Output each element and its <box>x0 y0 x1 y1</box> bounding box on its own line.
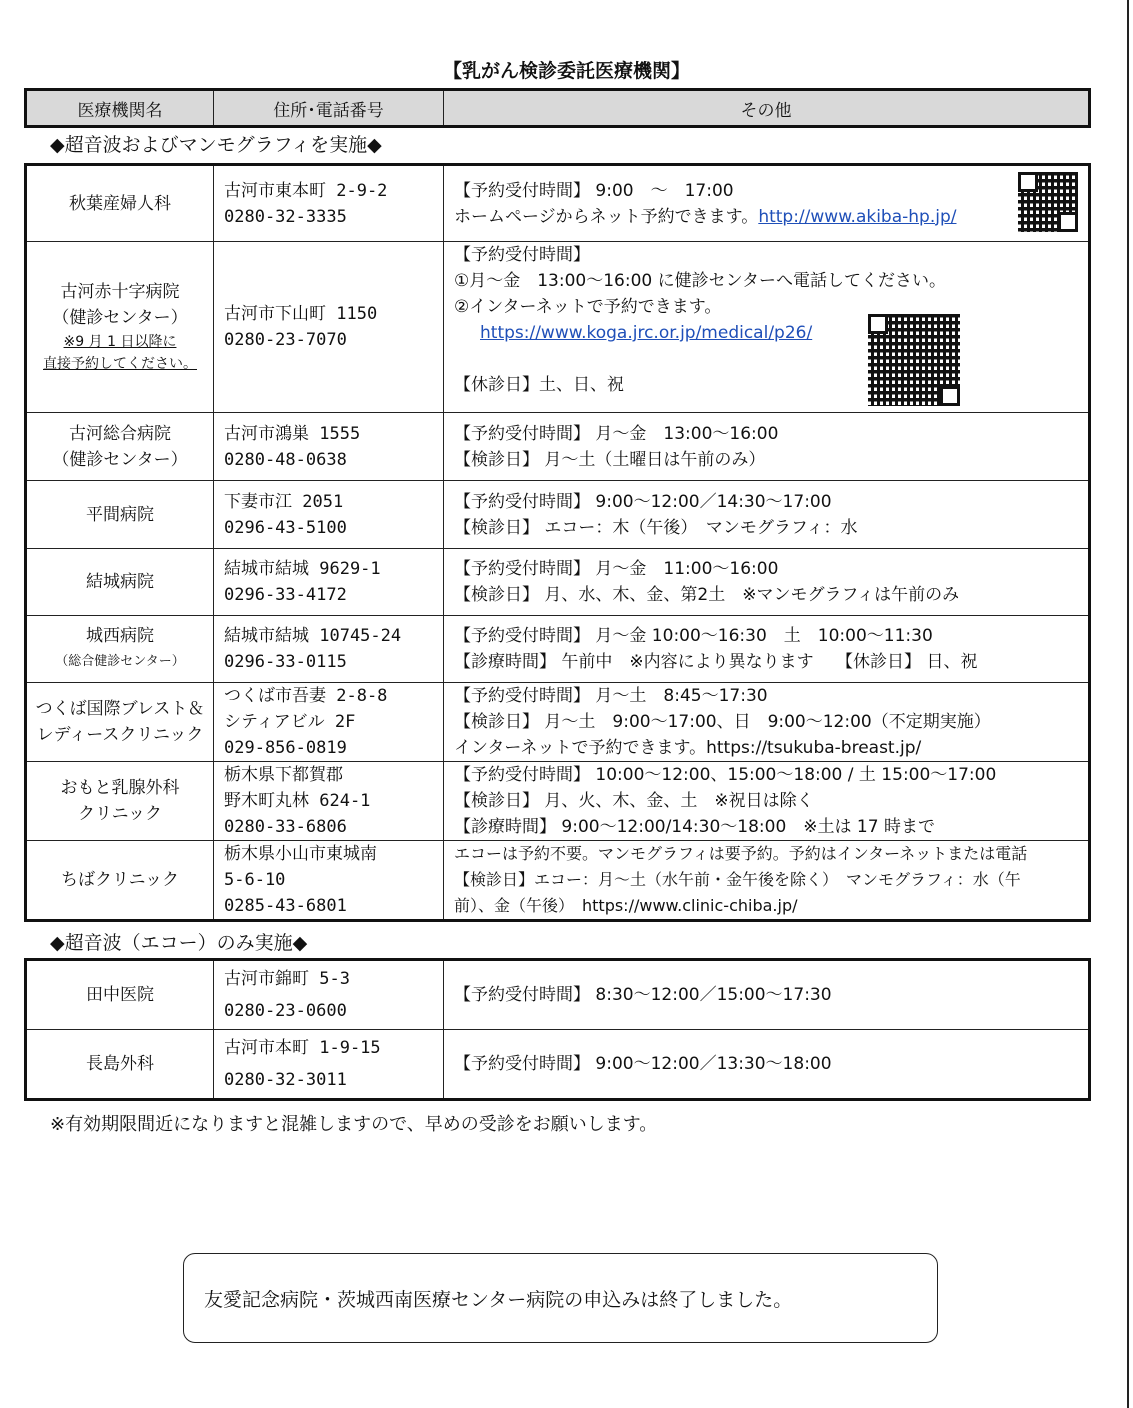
facility-name: おもと乳腺外科 クリニック <box>26 762 214 841</box>
facility-name: 結城病院 <box>26 549 214 616</box>
facility-address: 古河市鴻巣 1555 0280-48-0638 <box>214 413 444 481</box>
facility-address: 結城市結城 10745-24 0296-33-0115 <box>214 616 444 683</box>
facility-address: 下妻市江 2051 0296-43-5100 <box>214 481 444 549</box>
facility-info: 【予約受付時間】 9:00～12:00／13:30～18:00 <box>444 1030 1090 1100</box>
page-border-line <box>1127 0 1129 1408</box>
page-title: 【乳がん検診委託医療機関】 <box>442 60 690 82</box>
facility-info: 【予約受付時間】 8:30～12:00／15:00～17:30 <box>444 960 1090 1030</box>
table-row <box>26 549 1090 616</box>
header-facility-name: 医療機関名 <box>26 90 214 127</box>
facility-name: 秋葉産婦人科 <box>26 165 214 242</box>
footnote: ※有効期限間近になりますと混雑しますので、早めの受診をお願いします。 <box>50 1114 658 1135</box>
header-address-phone: 住所･電話番号 <box>214 90 444 127</box>
table-row <box>26 762 1090 841</box>
table-row <box>26 960 1090 1030</box>
header-other: その他 <box>444 90 1090 127</box>
facility-info: 【予約受付時間】 月～金 13:00～16:00 【検診日】 月～土（土曜日は午前のみ） <box>444 413 1090 481</box>
facility-name: 古河総合病院 （健診センター） <box>26 413 214 481</box>
table-row <box>26 165 1090 242</box>
qr-code-icon <box>1018 172 1078 232</box>
facility-info: 【予約受付時間】 月～土 8:45～17:30 【検診日】 月～土 9:00～17:00、日 9:00～12:00（不定期実施） インターネットで予約できます。https://tsukuba-breast.jp/ <box>444 683 1090 762</box>
facility-name: 平間病院 <box>26 481 214 549</box>
table-row <box>26 1030 1090 1100</box>
facility-name: 城西病院 （総合健診センター） <box>26 616 214 683</box>
facility-address: つくば市吾妻 2-8-8 シティアビル 2F 029-856-0819 <box>214 683 444 762</box>
table-row <box>26 242 1090 413</box>
section-heading-mammography: ◆超音波およびマンモグラフィを実施◆ <box>50 134 382 156</box>
facility-address: 栃木県下都賀郡 野木町丸林 624-1 0280-33-6806 <box>214 762 444 841</box>
facility-info: エコーは予約不要。マンモグラフィは要予約。予約はインターネットまたは電話 【検診日】エコー：月～土（水午前・金午後を除く） マンモグラフィ：水（午 前）、金（午後） https://www.clinic-chiba.jp/ <box>444 841 1090 921</box>
facility-address: 結城市結城 9629-1 0296-33-4172 <box>214 549 444 616</box>
facility-name: 古河赤十字病院 （健診センター） ※9 月 1 日以降に 直接予約してください。 <box>26 242 214 413</box>
section-heading-echo: ◆超音波（エコー）のみ実施◆ <box>50 932 308 954</box>
koga-jrc-link[interactable]: https://www.koga.jrc.or.jp/medical/p26/ <box>480 323 813 343</box>
facility-name: 田中医院 <box>26 960 214 1030</box>
facility-address: 古河市東本町 2-9-2 0280-32-3335 <box>214 165 444 242</box>
facility-address: 古河市本町 1-9-15 0280-32-3011 <box>214 1030 444 1100</box>
facility-name: 長島外科 <box>26 1030 214 1100</box>
facility-address: 栃木県小山市東城南 5-6-10 0285-43-6801 <box>214 841 444 921</box>
akiba-link[interactable]: http://www.akiba-hp.jp/ <box>758 206 957 227</box>
facility-address: 古河市錦町 5-3 0280-23-0600 <box>214 960 444 1030</box>
facility-info: 【予約受付時間】 9:00～12:00／14:30～17:00 【検診日】 エコー：木（午後） マンモグラフィ：水 <box>444 481 1090 549</box>
facility-info: 【予約受付時間】 9:00 ～ 17:00 ホームページからネット予約できます。http://www.akiba-hp.jp/ <box>444 165 1090 242</box>
facility-info: 【予約受付時間】 ①月～金 13:00～16:00 に健診センターへ電話してください。 ②インターネットで予約できます。 https://www.koga.jrc.or.jp/medical/p26/ 【休診日】土、日、祝 <box>444 242 1090 413</box>
table-row <box>26 616 1090 683</box>
notice-box <box>183 1253 938 1343</box>
table-row <box>26 841 1090 921</box>
table-row <box>26 481 1090 549</box>
qr-code-icon <box>868 314 960 406</box>
facility-name: ちばクリニック <box>26 841 214 921</box>
clinic-table-mammography <box>24 163 1091 922</box>
table-header <box>24 88 1091 128</box>
clinic-table-echo <box>24 958 1091 1101</box>
table-row <box>26 413 1090 481</box>
facility-info: 【予約受付時間】 月～金 10:00～16:30 土 10:00～11:30 【診療時間】 午前中 ※内容により異なります 【休診日】 日、祝 <box>444 616 1090 683</box>
notice-text: 友愛記念病院・茨城西南医療センター病院の申込みは終了しました。 <box>204 1288 793 1311</box>
facility-info: 【予約受付時間】 月～金 11:00～16:00 【検診日】 月、水、木、金、第2土 ※マンモグラフィは午前のみ <box>444 549 1090 616</box>
facility-info: 【予約受付時間】 10:00～12:00、15:00～18:00 / 土 15:00～17:00 【検診日】 月、火、木、金、土 ※祝日は除く 【診療時間】 9:00～12:00/14:30～18:00 ※土は 17 時まで <box>444 762 1090 841</box>
facility-name: つくば国際ブレスト＆ レディースクリニック <box>26 683 214 762</box>
facility-address: 古河市下山町 1150 0280-23-7070 <box>214 242 444 413</box>
table-row <box>26 683 1090 762</box>
